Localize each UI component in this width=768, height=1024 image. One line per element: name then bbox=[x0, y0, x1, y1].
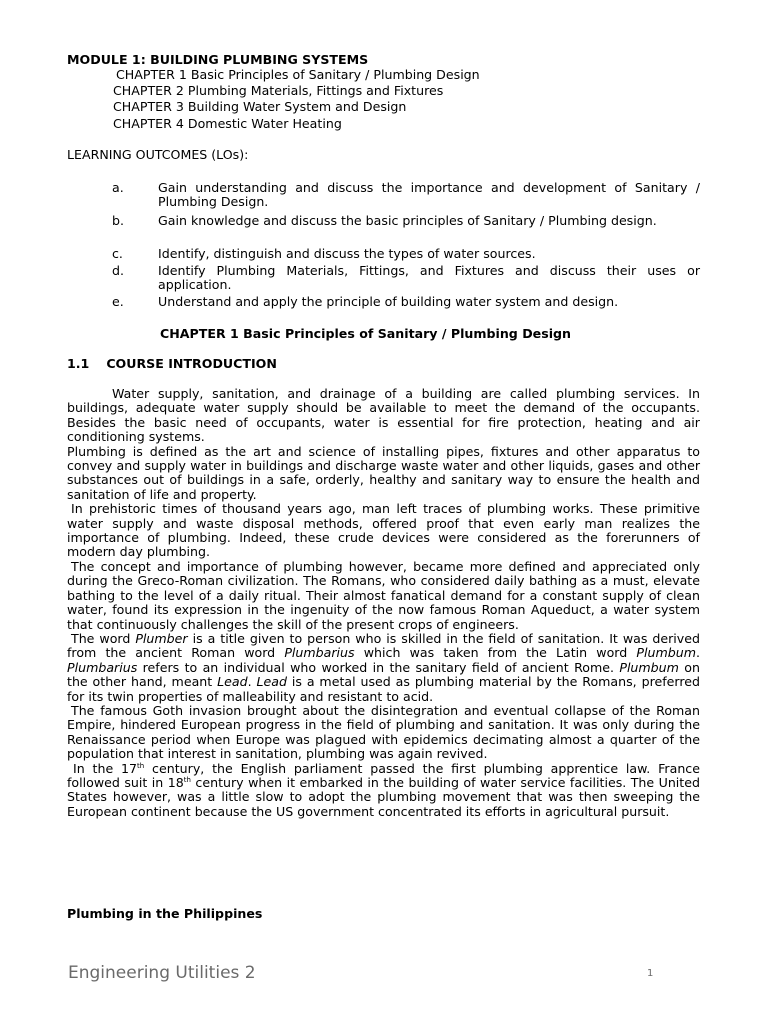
paragraph: The famous Goth invasion brought about the disintegration and eventual collapse of the Roman Empire, hindered European progress in the field of plumbing and sanitation. It was only during the Renaissance period when Europe was plagued with epidemics decimating almost a quarter of the population that interest in sanitation, plumbing was again revived. bbox=[67, 702, 700, 762]
outcome-text: Gain understanding and discuss the importance and development of Sanitary / Plumbing Design. bbox=[158, 180, 700, 209]
paragraph: Water supply, sanitation, and drainage of a building are called plumbing services. In buildings, adequate water supply should be available to meet the demand of the occupants. Besides the basic need of occupants, water is essential for fire protection, heating and air conditioning systems. bbox=[67, 386, 700, 445]
chapter-list-item: CHAPTER 1 Basic Principles of Sanitary / Plumbing Design bbox=[116, 67, 480, 82]
module-title: MODULE 1: BUILDING PLUMBING SYSTEMS bbox=[67, 52, 369, 67]
page-number: 1 bbox=[647, 968, 654, 979]
outcome-item bbox=[112, 214, 700, 228]
outcome-letter: d. bbox=[112, 263, 124, 278]
footer-title: Engineering Utilities 2 bbox=[68, 963, 256, 983]
outcome-text: Understand and apply the principle of building water system and design. bbox=[158, 294, 619, 309]
outcome-item bbox=[112, 247, 700, 261]
section-number: 1.1 bbox=[67, 356, 90, 371]
outcome-text: Gain knowledge and discuss the basic principles of Sanitary / Plumbing design. bbox=[158, 213, 657, 228]
chapter-list-item: CHAPTER 4 Domestic Water Heating bbox=[113, 116, 342, 131]
section-heading bbox=[67, 356, 277, 372]
paragraph: In prehistoric times of thousand years ago, man left traces of plumbing works. These primitive water supply and waste disposal methods, offered proof that even early man realizes the importance of plumbing. Indeed, these crude devices were considered as the forerunners of modern day plumbing. bbox=[67, 501, 700, 560]
chapter-title: CHAPTER 1 Basic Principles of Sanitary / Plumbing Design bbox=[160, 326, 571, 341]
paragraph: In the 17th century, the English parliament passed the first plumbing apprentice law. France followed suit in 18th century when it embarked in the building of water service facilities. The United States however, was a little slow to adopt the plumbing movement that was then sweeping the European continent because the US government concentrated its efforts in agricultural pursuit. bbox=[67, 760, 700, 819]
learning-outcomes-heading: LEARNING OUTCOMES (LOs): bbox=[67, 147, 249, 162]
outcome-text: Identify, distinguish and discuss the types of water sources. bbox=[158, 246, 536, 261]
outcome-letter: a. bbox=[112, 180, 124, 195]
body-text bbox=[67, 387, 700, 819]
section-title: COURSE INTRODUCTION bbox=[106, 356, 277, 371]
paragraph: The word Plumber is a title given to person who is skilled in the field of sanitation. It was derived from the ancient Roman word Plumbarius which was taken from the Latin word Plumbum. Plumbarius refers to an individual who worked in the sanitary field of ancient Rome. Plumbum on the other hand, meant Lead. Lead is a metal used as plumbing material by the Romans, preferred for its twin properties of malleability and resistant to acid. bbox=[67, 630, 700, 704]
paragraph: Plumbing is defined as the art and science of installing pipes, fixtures and other apparatus to convey and supply water in buildings and discharge waste water and other liquids, gases and other substances out of buildings in a safe, orderly, healthy and sanitary way to ensure the health and sanitation of life and property. bbox=[67, 443, 700, 502]
outcome-item bbox=[112, 295, 700, 309]
chapter-list-item: CHAPTER 2 Plumbing Materials, Fittings and Fixtures bbox=[113, 83, 444, 98]
outcome-text: Identify Plumbing Materials, Fittings, and Fixtures and discuss their uses or application. bbox=[158, 263, 700, 292]
subheading: Plumbing in the Philippines bbox=[67, 906, 263, 921]
paragraph: The concept and importance of plumbing however, became more defined and appreciated only during the Greco-Roman civilization. The Romans, who considered daily bathing as a must, elevate bathing to the level of a daily ritual. Their almost fanatical demand for a constant supply of clean water, found its expression in the ingenuity of the now famous Roman Aqueduct, a water system that continuously challenges the skill of the present crops of engineers. bbox=[67, 558, 700, 632]
chapter-list-item: CHAPTER 3 Building Water System and Design bbox=[113, 99, 407, 114]
outcome-letter: b. bbox=[112, 213, 124, 228]
outcome-letter: e. bbox=[112, 294, 124, 309]
outcome-letter: c. bbox=[112, 246, 123, 261]
outcome-item bbox=[112, 181, 700, 208]
outcome-item bbox=[112, 264, 700, 291]
